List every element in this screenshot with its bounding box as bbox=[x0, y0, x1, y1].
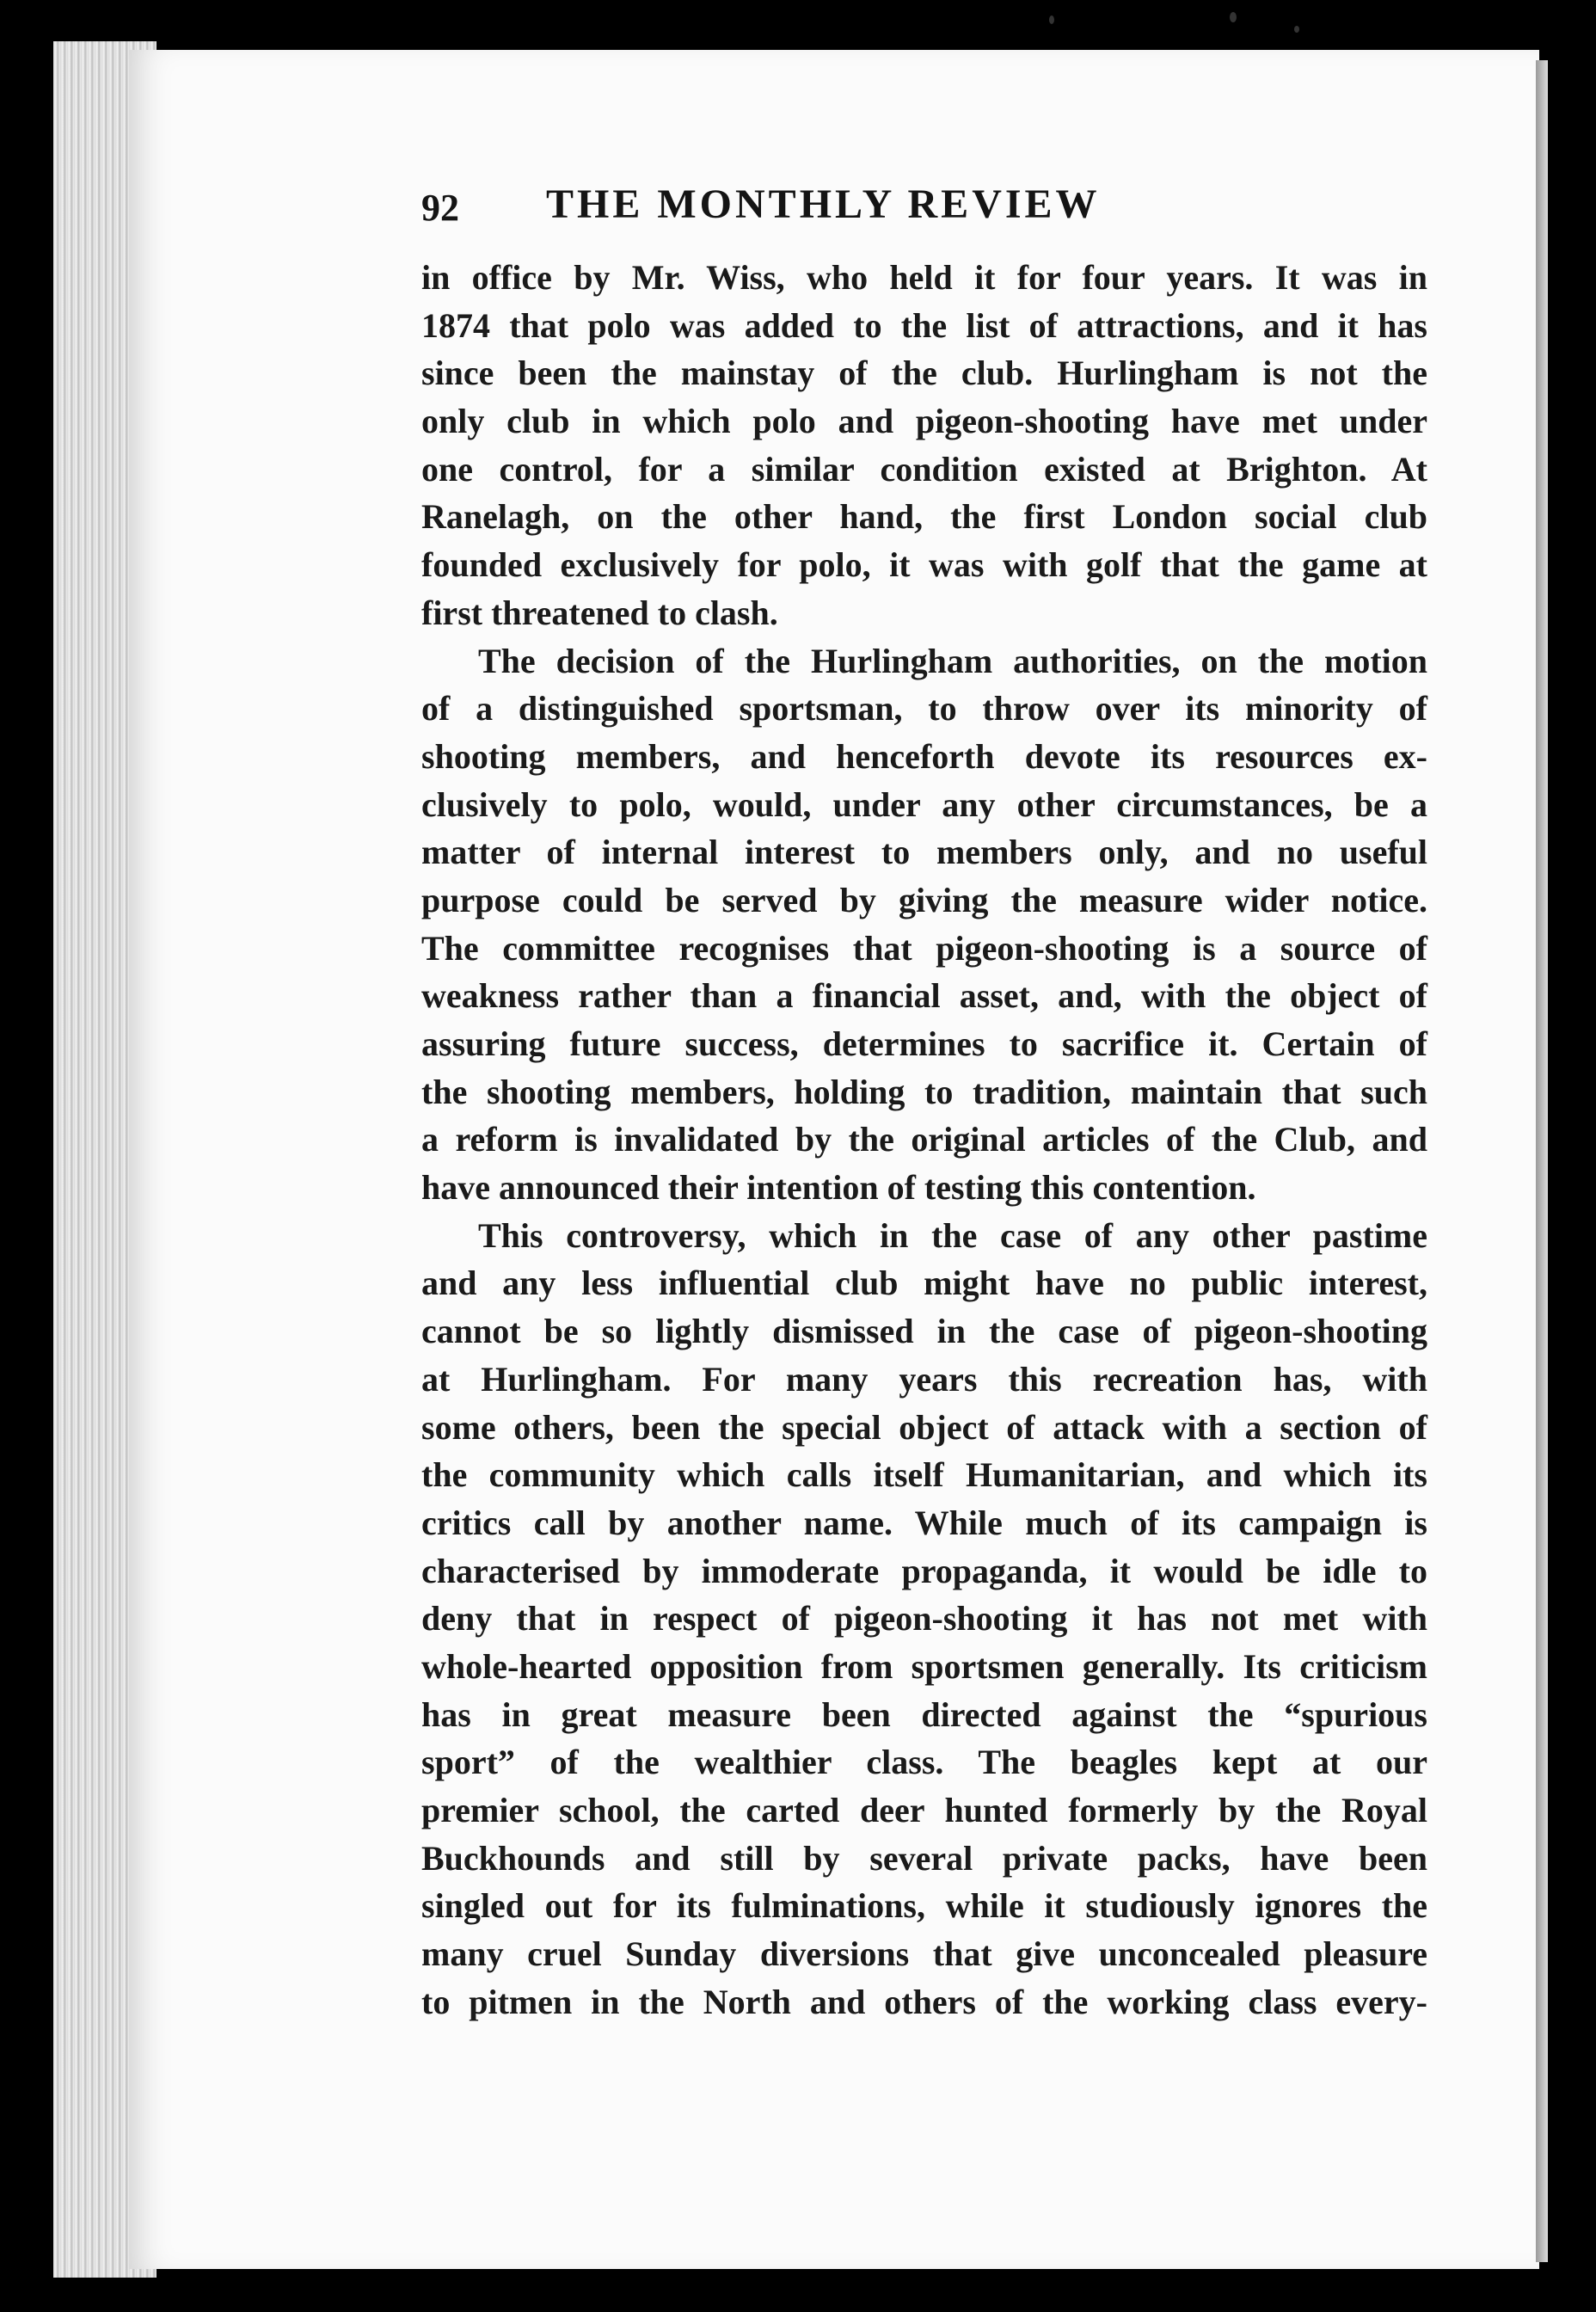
text-line: founded exclusively for polo, it was with golf that the game at bbox=[421, 545, 1427, 585]
text-line: clusively to polo, would, under any other circumstances, be a bbox=[421, 784, 1427, 824]
text-line: matter of internal interest to members only, and no useful bbox=[421, 833, 1427, 872]
text-line: the shooting members, holding to tradition, maintain that such bbox=[421, 1072, 1427, 1111]
text-line: in office by Mr. Wiss, who held it for four years. It was in bbox=[421, 258, 1427, 297]
text-line: The decision of the Hurlingham authorities, on the motion bbox=[478, 641, 1427, 680]
text-line: some others, been the special object of attack with a section of bbox=[421, 1407, 1427, 1447]
text-line: have announced their intention of testing this contention. bbox=[421, 1168, 1256, 1208]
text-line: since been the mainstay of the club. Hurlingham is not the bbox=[421, 354, 1427, 393]
text-line: The committee recognises that pigeon-shooting is a source of bbox=[421, 928, 1427, 968]
text-line: and any less influential club might have no public interest, bbox=[421, 1264, 1427, 1303]
text-line: one control, for a similar condition existed at Brighton. At bbox=[421, 449, 1427, 489]
paragraph bbox=[421, 637, 1427, 1212]
text-line: characterised by immoderate propaganda, it would be idle to bbox=[421, 1551, 1427, 1590]
journal-title: THE MONTHLY REVIEW bbox=[546, 181, 1101, 227]
running-head bbox=[421, 181, 1436, 241]
text-line: critics call by another name. While much of its campaign is bbox=[421, 1503, 1427, 1542]
dust-speck bbox=[1049, 15, 1054, 24]
text-line: Ranelagh, on the other hand, the first London social club bbox=[421, 497, 1427, 537]
text-line: first threatened to clash. bbox=[421, 593, 778, 632]
text-line: many cruel Sunday diversions that give unconcealed pleasure bbox=[421, 1934, 1427, 1974]
text-line: This controversy, which in the case of any other pastime bbox=[478, 1215, 1427, 1255]
paragraph bbox=[421, 254, 1427, 637]
text-line: Buckhounds and still by several private packs, have been bbox=[421, 1838, 1427, 1878]
text-line: singled out for its fulminations, while it studiously ignores the bbox=[421, 1886, 1427, 1926]
dust-speck bbox=[1230, 12, 1237, 22]
text-line: weakness rather than a financial asset, and, with the object of bbox=[421, 976, 1427, 1016]
body-text bbox=[421, 254, 1427, 2026]
text-line: premier school, the carted deer hunted formerly by the Royal bbox=[421, 1791, 1427, 1829]
right-page-edge bbox=[1536, 60, 1548, 2262]
text-line: the community which calls itself Humanitarian, and which its bbox=[421, 1455, 1427, 1495]
text-line: assuring future success, determines to sacrifice it. Certain of bbox=[421, 1024, 1427, 1063]
text-line: sport” of the wealthier class. The beagles kept at our bbox=[421, 1743, 1427, 1782]
text-line: cannot be so lightly dismissed in the case of pigeon-shooting bbox=[421, 1312, 1427, 1351]
text-line: whole-hearted opposition from sportsmen generally. Its criticism bbox=[421, 1646, 1427, 1686]
text-line: to pitmen in the North and others of the working class every- bbox=[421, 1982, 1427, 2021]
paragraph bbox=[421, 1212, 1427, 2026]
text-line: has in great measure been directed against the “spurious bbox=[421, 1694, 1427, 1734]
text-line: 1874 that polo was added to the list of attractions, and it has bbox=[421, 305, 1427, 345]
text-line: of a distinguished sportsman, to throw over its minority of bbox=[421, 689, 1427, 729]
page-number: 92 bbox=[421, 187, 459, 229]
text-line: a reform is invalidated by the original articles of the Club, and bbox=[421, 1120, 1427, 1159]
text-line: purpose could be served by giving the measure wider notice. bbox=[421, 880, 1427, 919]
text-line: shooting members, and henceforth devote its resources ex- bbox=[421, 736, 1427, 776]
text-line: deny that in respect of pigeon-shooting it has not met with bbox=[421, 1599, 1427, 1639]
text-line: only club in which polo and pigeon-shooting have met under bbox=[421, 402, 1427, 441]
text-line: at Hurlingham. For many years this recreation has, with bbox=[421, 1359, 1427, 1399]
dust-speck bbox=[1294, 26, 1299, 33]
